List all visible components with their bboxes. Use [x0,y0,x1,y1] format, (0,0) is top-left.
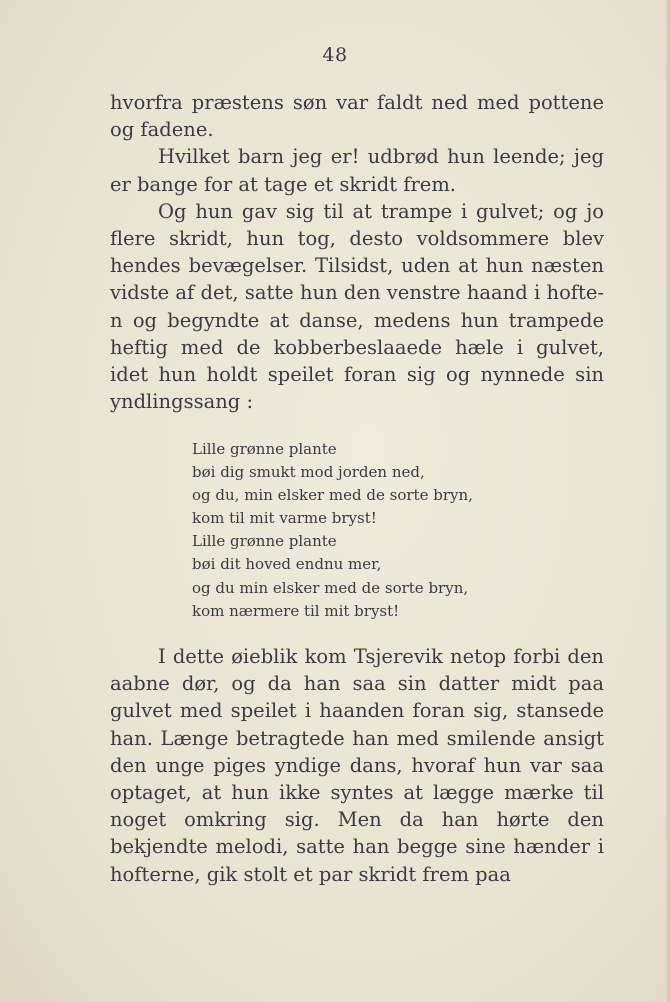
page-edge [666,0,670,1002]
prose-bottom [110,643,604,888]
poem-line: kom nærmere til mit bryst! [192,601,400,620]
poem-line: Lille grønne plante [192,532,337,551]
poem-line: bøi dit hoved endnu mer, [192,555,382,574]
paragraph: Og hun gav sig til at trampe i gulvet; og jo flere skridt, hun tog, desto voldsommere blev hendes bevægelser. Tilsidst, uden at hun næsten vidste af det, satte hun den venstre haand i hoften og begyndte at danse, medens hun trampede heftig med de kobberbeslaaede hæle i gulvet, idet hun holdt speilet foran sig og nynnede sin yndlingssang : [110,199,604,414]
paragraph: I dette øieblik kom Tsjerevik netop forbi den aabne dør, og da han saa sin datter midt paa gulvet med speilet i haanden foran sig, stansede han. Længe betragtede han med smilende ansigt den unge piges yndige dans, hvoraf hun var saa optaget, at hun ikke syntes at lægge mærke til noget omkring sig. Men da han hørte den bekjendte melodi, satte han begge sine hænder i hofterne, gik stolt et par skridt frem paa [110,645,604,886]
poem-line: Lille grønne plante [192,440,337,458]
paragraph: Hvilket barn jeg er! udbrød hun leende; jeg er bange for at tage et skridt frem. [110,145,604,196]
poem-line: og du min elsker med de sorte bryn, [192,578,469,597]
page-number: 48 [322,44,348,66]
prose-top [110,89,604,415]
poem-line: og du, min elsker med de sorte bryn, [192,486,473,505]
paragraph-continued: hvorfra præstens søn var faldt ned med pottene og fadene. [110,91,604,142]
poem [192,438,512,623]
poem-line: kom til mit varme bryst! [192,509,377,528]
poem-line: bøi dig smukt mod jorden ned, [192,463,425,482]
